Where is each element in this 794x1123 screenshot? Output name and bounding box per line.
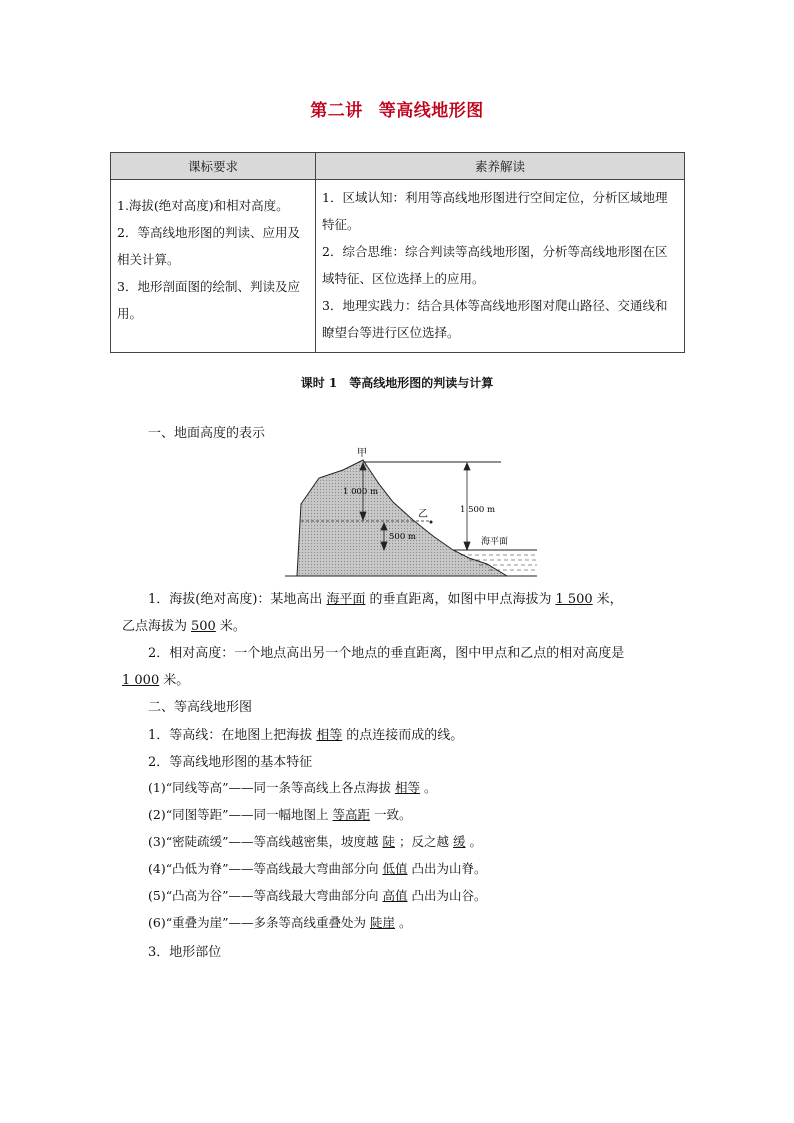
section-heading-1: 一、地面高度的表示 [148, 426, 266, 441]
blank-answer: 500 [191, 619, 216, 634]
blank-answer: 海平面 [326, 592, 366, 607]
header-curriculum: 课标要求 [111, 153, 316, 180]
para-relative-height: 2．相对高度：一个地点高出另一个地点的垂直距离，图中甲点和乙点的相对高度是 [148, 646, 625, 661]
literacy-item: 3．地理实践力：结合具体等高线地形图对爬山路径、交通线和瞭望台等进行区位选择。 [322, 298, 668, 340]
blank-answer: 1 000 [122, 673, 160, 688]
blank-answer: 1 500 [555, 592, 593, 607]
feature-5: (5)“凸高为谷”——等高线最大弯曲部分向 高值 凸出为山谷。 [148, 888, 487, 903]
label-500m: 500 m [389, 532, 416, 542]
lesson-title: 等高线地形图的判读与计算 [349, 376, 494, 390]
blank-answer: 高值 [382, 888, 408, 903]
blank-answer: 相等 [395, 780, 421, 795]
curriculum-item: 2．等高线地形图的判读、应用及相关计算。 [117, 225, 300, 267]
item-basic-features: 2．等高线地形图的基本特征 [148, 755, 313, 770]
label-sea-level: 海平面 [481, 537, 509, 547]
literacy-item: 2．综合思维：综合判读等高线地形图，分析等高线地形图在区域特征、区位选择上的应用。 [322, 244, 668, 286]
curriculum-item: 3．地形剖面图的绘制、判读及应用。 [117, 279, 300, 321]
header-literacy: 素养解读 [316, 153, 685, 180]
curriculum-cell [111, 180, 316, 353]
para-altitude-cont: 乙点海拔为 500 米。 [122, 619, 246, 634]
blank-answer: 相等 [316, 728, 343, 743]
title-chapter: 第二讲 [310, 101, 363, 121]
blank-answer: 低值 [382, 861, 408, 876]
feature-4: (4)“凸低为脊”——等高线最大弯曲部分向 低值 凸出为山脊。 [148, 861, 487, 876]
curriculum-item: 1.海拔(绝对高度)和相对高度。 [117, 198, 289, 213]
requirements-table [110, 152, 685, 353]
lesson-heading [0, 374, 794, 391]
feature-6: (6)“重叠为崖”——多条等高线重叠处为 陡崖 。 [148, 915, 412, 930]
blank-answer: 等高距 [332, 807, 371, 822]
blank-answer: 缓 [453, 834, 466, 849]
page-title [0, 96, 794, 121]
blank-answer: 陡崖 [370, 915, 396, 930]
label-jia: 甲 [357, 448, 367, 459]
feature-1: (1)“同线等高”——同一条等高线上各点海拔 相等 。 [148, 780, 437, 795]
feature-2: (2)“同图等距”——同一幅地图上 等高距 一致。 [148, 807, 412, 822]
label-1500m: 1 500 m [460, 505, 496, 515]
literacy-cell [316, 180, 685, 353]
para-altitude: 1．海拔(绝对高度)：某地高出 海平面 的垂直距离，如图中甲点海拔为 1 500 米， [148, 592, 623, 607]
title-topic: 等高线地形图 [378, 101, 484, 121]
mountain-shape [297, 460, 507, 576]
section-heading-2: 二、等高线地形图 [148, 700, 253, 715]
feature-3: (3)“密陡疏缓”——等高线越密集，坡度越 陡 ；反之越 缓 。 [148, 834, 483, 849]
literacy-item: 1．区域认知：利用等高线地形图进行空间定位，分析区域地理特征。 [322, 190, 668, 232]
lesson-number: 课时 1 [300, 376, 338, 390]
label-yi: 乙 [418, 509, 428, 520]
para-relative-height-cont: 1 000 米。 [118, 669, 189, 688]
label-1000m: 1 000 m [343, 487, 379, 497]
yi-point-marker [430, 521, 433, 524]
item-contour-line: 1．等高线：在地图上把海拔 相等 的点连接而成的线。 [148, 728, 464, 743]
elevation-figure [283, 446, 543, 582]
blank-answer: 陡 [382, 834, 396, 849]
item-terrain-parts: 3．地形部位 [148, 945, 222, 960]
